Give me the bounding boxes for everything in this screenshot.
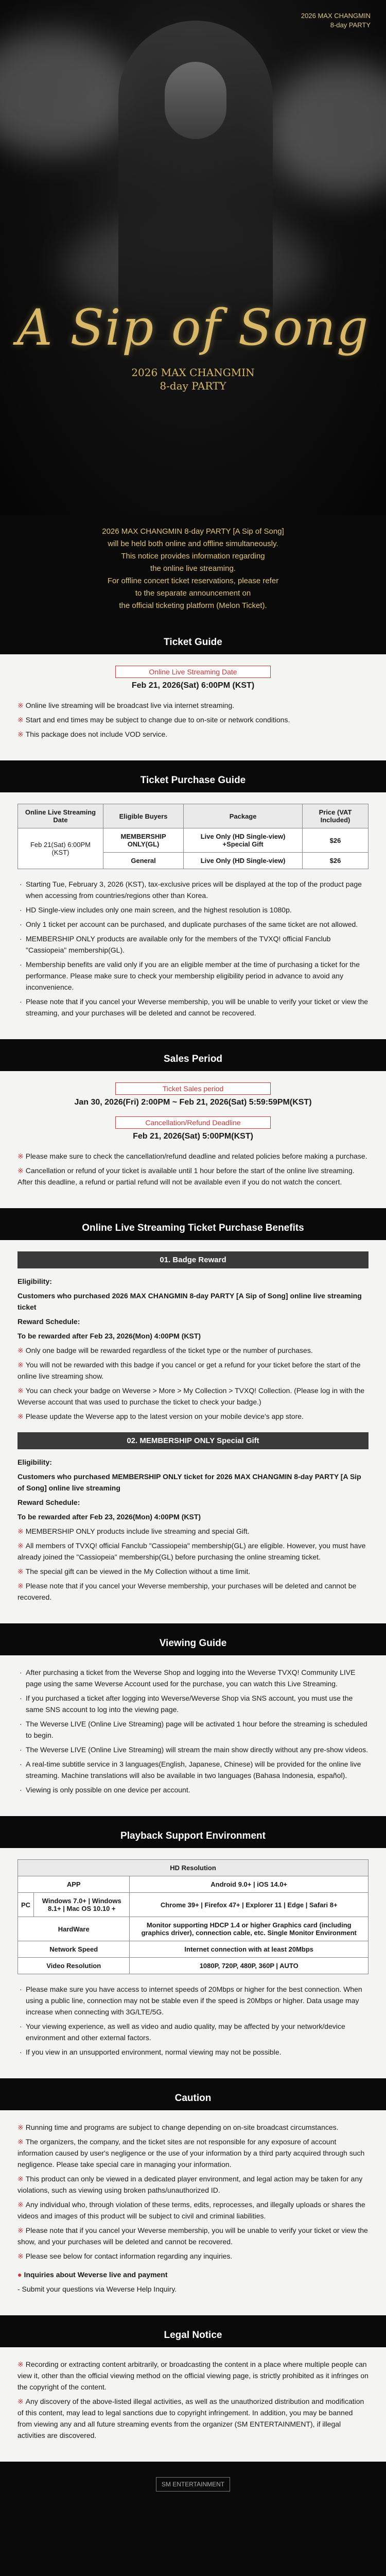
list-item: · Please note that if you cancel your Weverse membership, you will be unable to verify your ticket or view the streaming, and your purchases will be deleted and cannot be recovered. [17, 996, 369, 1019]
viewing-guide-section [0, 1623, 386, 1816]
note-item: ※ Please note that if you cancel your Weverse membership, you will be unable to verify your ticket or view the show, and your purchases will be deleted and cannot be recovered. [17, 2226, 368, 2246]
artist-face [165, 62, 226, 139]
note-item: ※ This product can only be viewed in a dedicated player environment, and legal action may be taken for any violations, such as viewing using broken paths/unauthorized ID. [17, 2175, 363, 2194]
table-cell: MEMBERSHIP ONLY(GL) [103, 828, 183, 853]
purchase-guide-section [0, 760, 386, 1039]
table-cell: Feb 21(Sat) 6:00PM (KST) [18, 828, 103, 869]
note-item: ※ The organizers, the company, and the ticket sites are not responsible for any exposure of account information caused by user's negligence or the use of your information by a third party acquired through such negligence. Please take special care in managing your information. [17, 2138, 365, 2168]
note-item: ※ You can check your badge on Weverse > More > My Collection > TVXQ! Collection. (Please log in with the Weverse account that was used to purchase the ticket to check your badge.) [17, 1386, 365, 1406]
table-cell: Live Only (HD Single-view) [184, 853, 303, 869]
section-title: Playback Support Environment [0, 1824, 386, 1848]
playback-notes [17, 1984, 369, 2058]
table-cell: $26 [303, 828, 369, 853]
hero-title: A Sip of Song [16, 299, 370, 357]
playback-table [17, 1859, 369, 1974]
subtitle-line: 8-day PARTY [160, 380, 226, 392]
table-row [18, 1958, 369, 1974]
eligibility-label: Eligibility: [17, 1458, 52, 1466]
purchase-table [17, 804, 369, 869]
note-item: ※ Online live streaming will be broadcast live via internet streaming. [17, 701, 235, 709]
note-item: ※ You will not be rewarded with this badge if you cancel or get a refund for your ticket before the start of the online live streaming show. [17, 1361, 361, 1380]
table-cell: APP [18, 1876, 130, 1893]
viewing-list [17, 1667, 369, 1795]
list-item: · The Weverse LIVE (Online Live Streaming) will stream the main show directly without any pre-show videos. [17, 1744, 369, 1755]
table-cell: PC [18, 1893, 34, 1917]
intro-line: This notice provides information regarding [121, 552, 265, 561]
list-item: · HD Single-view includes only one main screen, and the highest resolution is 1080p. [17, 904, 369, 916]
reward-text: To be rewarded after Feb 23, 2026(Mon) 4:00PM (KST) [17, 1513, 201, 1521]
corner-line: 8-day PARTY [330, 21, 371, 29]
hero-subtitle [0, 366, 386, 393]
note-item: ※ Only one badge will be rewarded regardless of the ticket type or the number of purchases. [17, 1346, 313, 1354]
section-title: Ticket Guide [0, 631, 386, 654]
intro-text [0, 515, 386, 631]
reward-text: To be rewarded after Feb 23, 2026(Mon) 4:00PM (KST) [17, 1332, 201, 1340]
note-item: ※ All members of TVXQ! official Fanclub "Cassiopeia" membership(GL) are eligible. However, you must have already joined the "Cassiopeia" membership(GL) before purchasing the online streaming ticket. [17, 1541, 366, 1561]
section-title: Ticket Purchase Guide [0, 769, 386, 792]
note-item: ※ Recording or extracting content arbitrarily, or broadcasting the content in a place where multiple people can view it, other than the official viewing method on the official viewing page, is strictly prohibited as it infringes on the copyright of the content. [17, 2360, 369, 2391]
list-item: · After purchasing a ticket from the Weverse Shop and logging into the Weverse TVXQ! Community LIVE page using the same Weverse Account used for the purchase, you can watch this Live Streaming. [17, 1667, 369, 1689]
eligibility-label: Eligibility: [17, 1277, 52, 1285]
table-cell: General [103, 853, 183, 869]
intro-line: 2026 MAX CHANGMIN 8-day PARTY [A Sip of Song] [102, 527, 284, 536]
legal-section [0, 2315, 386, 2462]
corner-line: 2026 MAX CHANGMIN [301, 12, 371, 20]
eligibility-text: Customers who purchased 2026 MAX CHANGMIN 8-day PARTY [A Sip of Song] online live streaming ticket [17, 1292, 362, 1311]
list-item: · A real-time subtitle service in 3 languages(English, Japanese, Chinese) will be provided for the online live streaming. Machine translations will also be available in two languages (Bahasa Indonesia, español). [17, 1758, 369, 1781]
section-title: Online Live Streaming Ticket Purchase Benefits [0, 1216, 386, 1240]
footer [0, 2462, 386, 2533]
caution-section [0, 2078, 386, 2315]
note-item: ※ Please note that if you cancel your Weverse membership, your purchases will be deleted and cannot be recovered. [17, 1582, 357, 1601]
purchase-notes [17, 878, 369, 1019]
table-cell: Android 9.0+ | iOS 14.0+ [130, 1876, 369, 1893]
note-item: ※ Please update the Weverse app to the latest version on your mobile device's app store. [17, 1412, 304, 1420]
table-row [18, 1941, 369, 1958]
smoke-decoration [268, 62, 386, 196]
table-row [18, 1893, 369, 1917]
intro-line: to the separate announcement on [135, 589, 251, 598]
sales-period-section [0, 1039, 386, 1208]
table-row [18, 1876, 369, 1893]
list-item: · Starting Tue, February 3, 2026 (KST), tax-exclusive prices will be displayed at the top of the product page when accessing from countries/regions other than Korea. [17, 878, 369, 901]
intro-line: For offline concert ticket reservations, please refer [107, 577, 279, 585]
section-title: Sales Period [0, 1047, 386, 1071]
sales-period-date: Jan 30, 2026(Fri) 2:00PM ~ Feb 21, 2026(Sat) 5:59:59PM(KST) [74, 1098, 312, 1107]
hero-corner-label [301, 11, 371, 30]
table-header: Price (VAT Included) [303, 804, 369, 828]
table-cell: Internet connection with at least 20Mbps [130, 1941, 369, 1958]
table-header: Package [184, 804, 303, 828]
intro-line: the online live streaming. [150, 564, 236, 573]
inquiry-title: ● Inquiries about Weverse live and payment [17, 2270, 168, 2279]
list-item: · Only 1 ticket per account can be purchased, and duplicate purchases of the same ticket are not allowed. [17, 919, 369, 930]
intro-line: will be held both online and offline simultaneously. [108, 539, 278, 548]
streaming-date: Feb 21, 2026(Sat) 6:00PM (KST) [131, 681, 255, 690]
table-header: HD Resolution [18, 1860, 369, 1876]
note-item: ※ This package does not include VOD service. [17, 730, 168, 738]
ticket-guide-section [0, 631, 386, 760]
note-item: ※ Any individual who, through violation of these terms, edits, reprocesses, and illegally uploads or shares the videos and images of this product will be subject to civil and criminal liabilities. [17, 2200, 365, 2220]
table-cell: Windows 7.0+ | Windows 8.1+ | Mac OS 10.10 + [34, 1893, 130, 1917]
table-cell: $26 [303, 853, 369, 869]
badge-reward-bar: 01. Badge Reward [17, 1251, 369, 1268]
list-item: · MEMBERSHIP ONLY products are available only for the members of the TVXQ! official Fanclub "Cassiopeia" membership(GL). [17, 933, 369, 956]
reward-label: Reward Schedule: [17, 1498, 80, 1506]
subtitle-line: 2026 MAX CHANGMIN [131, 366, 255, 379]
benefits-section [0, 1208, 386, 1623]
section-title: Viewing Guide [0, 1632, 386, 1655]
table-cell: 1080P, 720P, 480P, 360P | AUTO [130, 1958, 369, 1974]
table-row [18, 1917, 369, 1941]
note-item: ※ Cancellation or refund of your ticket is available until 1 hour before the start of the online live streaming. After this deadline, a refund or partial refund will not be available even if you do not watch the concert. [17, 1166, 355, 1186]
hero-banner [0, 0, 386, 515]
section-title: Caution [0, 2087, 386, 2110]
note-item: ※ Running time and programs are subject to change depending on on-site broadcast circumstances. [17, 2123, 339, 2131]
refund-deadline-tag: Cancellation/Refund Deadline [115, 1116, 271, 1129]
table-cell: Chrome 39+ | Firefox 47+ | Explorer 11 | Edge | Safari 8+ [130, 1893, 369, 1917]
list-item: · If you purchased a ticket after logging into Weverse/Weverse Shop via SNS account, you must use the same SNS account to log into the viewing page. [17, 1692, 369, 1715]
note-item: ※ The special gift can be viewed in the My Collection without a time limit. [17, 1567, 251, 1575]
smoke-decoration [0, 31, 134, 155]
list-item: · Viewing is only possible on one device per account. [17, 1784, 369, 1795]
table-cell: Live Only (HD Single-view) +Special Gift [184, 828, 303, 853]
sales-period-tag: Ticket Sales period [115, 1082, 271, 1095]
note-item: ※ Any discovery of the above-listed illegal activities, as well as the unauthorized distribution and modification of this content, may lead to legal sanctions due to copyright infringement. In addition, you may be banned from viewing any and all future streaming events from the organizer (SM ENTERTAINMENT), if illegal activities are discovered. [17, 2397, 364, 2439]
note-item: ※ Please make sure to check the cancellation/refund deadline and related policies before making a purchase. [17, 1152, 367, 1160]
playback-section [0, 1816, 386, 2078]
table-cell: Video Resolution [18, 1958, 130, 1974]
reward-label: Reward Schedule: [17, 1317, 80, 1326]
intro-line: the official ticketing platform (Melon Ticket). [119, 601, 267, 610]
table-header: Eligible Buyers [103, 804, 183, 828]
table-cell: Network Speed [18, 1941, 130, 1958]
note-item: ※ Please see below for contact information regarding any inquiries. [17, 2252, 233, 2260]
note-item: ※ MEMBERSHIP ONLY products include live streaming and special Gift. [17, 1527, 250, 1535]
note-item: ※ Start and end times may be subject to change due to on-site or network conditions. [17, 716, 290, 724]
table-cell: HardWare [18, 1917, 130, 1941]
list-item: · If you view in an unsupported environment, normal viewing may not be possible. [17, 2046, 369, 2058]
table-row [18, 828, 369, 853]
refund-deadline-date: Feb 21, 2026(Sat) 5:00PM(KST) [133, 1132, 253, 1141]
list-item: · Please make sure you have access to internet speeds of 20Mbps or higher for the best connection. When using a public line, connection may not be stable even if the speed is 20Mbps or higher. Data usage may increase when connecting with 3G/LTE/5G. [17, 1984, 369, 2018]
inquiry-line: - Submit your questions via Weverse Help Inquiry. [17, 2285, 177, 2293]
section-title: Legal Notice [0, 2324, 386, 2347]
special-gift-bar: 02. MEMBERSHIP ONLY Special Gift [17, 1432, 369, 1449]
streaming-date-tag: Online Live Streaming Date [115, 666, 271, 678]
list-item: · Membership benefits are valid only if you are an eligible member at the time of purchasing a ticket for the performance. Please make sure to check your membership eligibility period in advance to avoid any inconvenience. [17, 959, 369, 993]
company-logo: SM ENTERTAINMENT [156, 2477, 230, 2492]
table-header: Online Live Streaming Date [18, 804, 103, 828]
table-cell: Monitor supporting HDCP 1.4 or higher Graphics card (including graphics driver), connection cable, etc. Single Monitor Environment [130, 1917, 369, 1941]
list-item: · The Weverse LIVE (Online Live Streaming) page will be activated 1 hour before the streaming is scheduled to begin. [17, 1718, 369, 1741]
eligibility-text: Customers who purchased MEMBERSHIP ONLY ticket for 2026 MAX CHANGMIN 8-day PARTY [A Sip of Song] online live streaming [17, 1472, 361, 1492]
list-item: · Your viewing experience, as well as video and audio quality, may be affected by your network/device environment and other external factors. [17, 2021, 369, 2043]
